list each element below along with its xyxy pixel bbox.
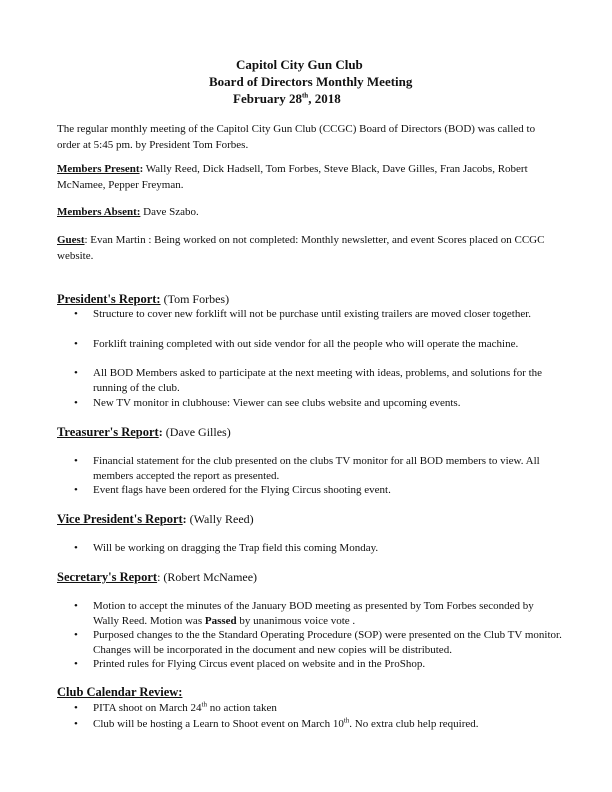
secretary-report-heading: Secretary's Report: (Robert McNamee) xyxy=(57,570,258,584)
meeting-title: Board of Directors Monthly Meeting xyxy=(209,74,413,89)
list-item: • Printed rules for Flying Circus event placed on website and in the ProShop. xyxy=(74,658,426,670)
list-item: • Will be working on dragging the Trap field this coming Monday. xyxy=(74,542,379,554)
club-calendar-heading: Club Calendar Review: xyxy=(57,685,183,699)
list-item: • Purposed changes to the the Standard Operating Procedure (SOP) were presented on the Club TV monitor. Changes will be incorporated in the document and new copies will be distributed. xyxy=(74,629,562,656)
treasurers-report-heading: Treasurer's Report: (Dave Gilles) xyxy=(57,425,231,439)
members-absent-section xyxy=(57,205,557,221)
intro-paragraph: The regular monthly meeting of the Capitol City Gun Club (CCGC) Board of Directors (BOD) was called to order at 5:45 pm. by President Tom Forbes. xyxy=(57,123,536,151)
list-item: • All BOD Members asked to participate at the next meeting with ideas, problems, and solutions for the running of the club. xyxy=(74,367,543,394)
list-item: • Event flags have been ordered for the Flying Circus shooting event. xyxy=(74,484,391,496)
guest-label: Guest xyxy=(57,234,85,246)
presidents-report-heading: President's Report: (Tom Forbes) xyxy=(57,292,230,306)
list-item: • Forklift training completed with out side vendor for all the people who will operate the machine. xyxy=(74,338,519,350)
members-absent-list: Dave Szabo. xyxy=(140,206,199,218)
members-present-label: Members Present xyxy=(57,163,140,175)
members-absent-label: Members Absent: xyxy=(57,206,141,218)
list-item: • New TV monitor in clubhouse: Viewer can see clubs website and upcoming events. xyxy=(74,397,461,409)
members-present-section: Members Present: Wally Reed, Dick Hadsell, Tom Forbes, Steve Black, Dave Gilles, Fran Jacobs, Robert McNamee, Pepper Freyman. xyxy=(57,163,528,191)
list-item: • Structure to cover new forklift will not be purchase until existing trailers are moved closer together. xyxy=(74,308,532,320)
club-title: Capitol City Gun Club xyxy=(236,57,363,72)
list-item: • Motion to accept the minutes of the January BOD meeting as presented by Tom Forbes seconded by Wally Reed. Motion was Passed by unanimous voice vote . xyxy=(74,600,534,627)
vp-report-heading: Vice President's Report: (Wally Reed) xyxy=(57,512,254,526)
meeting-date: February 28th, 2018 xyxy=(233,91,341,106)
guest-text: : Evan Martin : Being worked on not completed: Monthly newsletter, and event Scores placed on CCGC website. xyxy=(57,234,545,262)
list-item: • PITA shoot on March 24th no action taken xyxy=(74,700,277,714)
guest-section xyxy=(57,233,557,264)
list-item: • Financial statement for the club presented on the clubs TV monitor for all BOD members to view. All members accepted the report as presented. xyxy=(74,455,540,482)
list-item: • Club will be hosting a Learn to Shoot event on March 10th. No extra club help required. xyxy=(74,716,479,730)
members-present-list: Wally Reed, Dick Hadsell, Tom Forbes, Steve Black, Dave Gilles, Fran Jacobs, Robert McNamee, Pepper Freyman. xyxy=(57,163,528,191)
